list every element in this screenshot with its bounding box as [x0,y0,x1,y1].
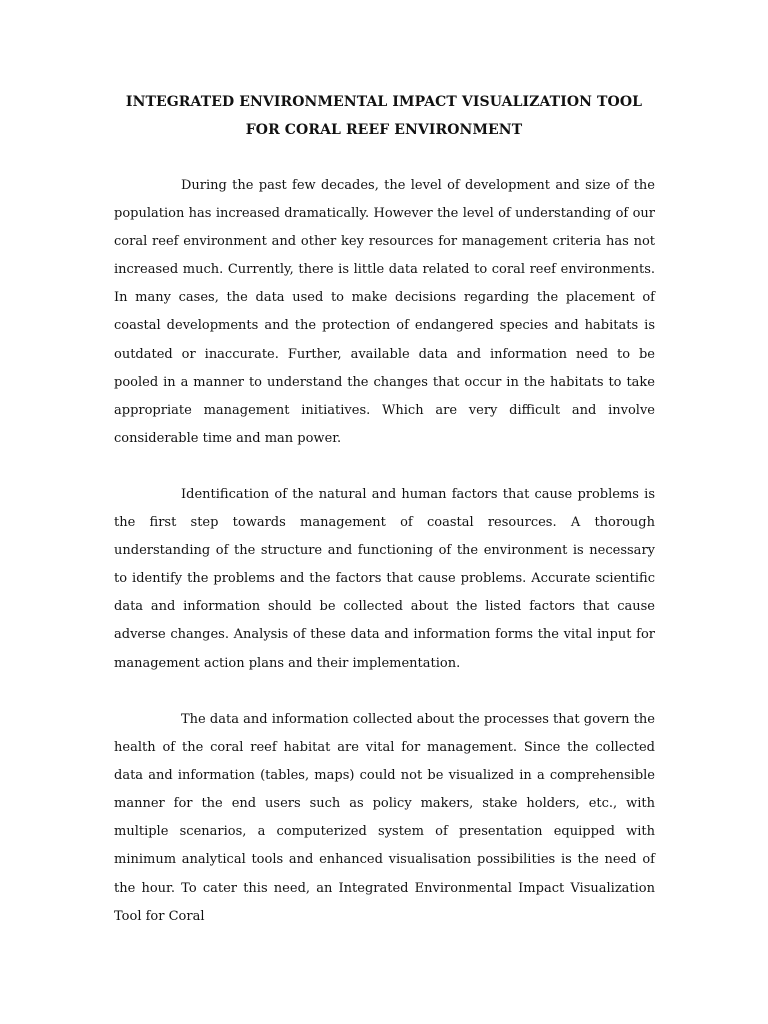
title-line-1: INTEGRATED ENVIRONMENTAL IMPACT VISUALIZATION TOOL [125,94,643,110]
title-line-2: FOR CORAL REEF ENVIRONMENT [245,122,523,138]
paragraph-2: Identification of the natural and human factors that cause problems is the first step towards management of coastal resources. A thorough understanding of the structure and functioning of the environment is necessary to identify the problems and the factors that cause problems. Accurate scientific data and information should be collected about the listed factors that cause adverse changes. Analysis of these data and information forms the vital input for management action plans and their implementation. [114,487,655,671]
paragraph-1: During the past few decades, the level of development and size of the population has increased dramatically. However the level of understanding of our coral reef environment and other key resources for management criteria has not increased much. Currently, there is little data related to coral reef environments. In many cases, the data used to make decisions regarding the placement of coastal developments and the protection of endangered species and habitats is outdated or inaccurate. Further, available data and information need to be pooled in a manner to understand the changes that occur in the habitats to take appropriate management initiatives. Which are very difficult and involve considerable time and man power. [114,178,655,446]
document-title [0,88,768,144]
paragraph-3: The data and information collected about the processes that govern the health of the coral reef habitat are vital for management. Since the collected data and information (tables, maps) could not be visualized in a comprehensible manner for the end users such as policy makers, stake holders, etc., with multiple scenarios, a computerized system of presentation equipped with minimum analytical tools and enhanced visualisation possibilities is the need of the hour. To cater this need, an Integrated Environmental Impact Visualization Tool for Coral [114,712,655,924]
